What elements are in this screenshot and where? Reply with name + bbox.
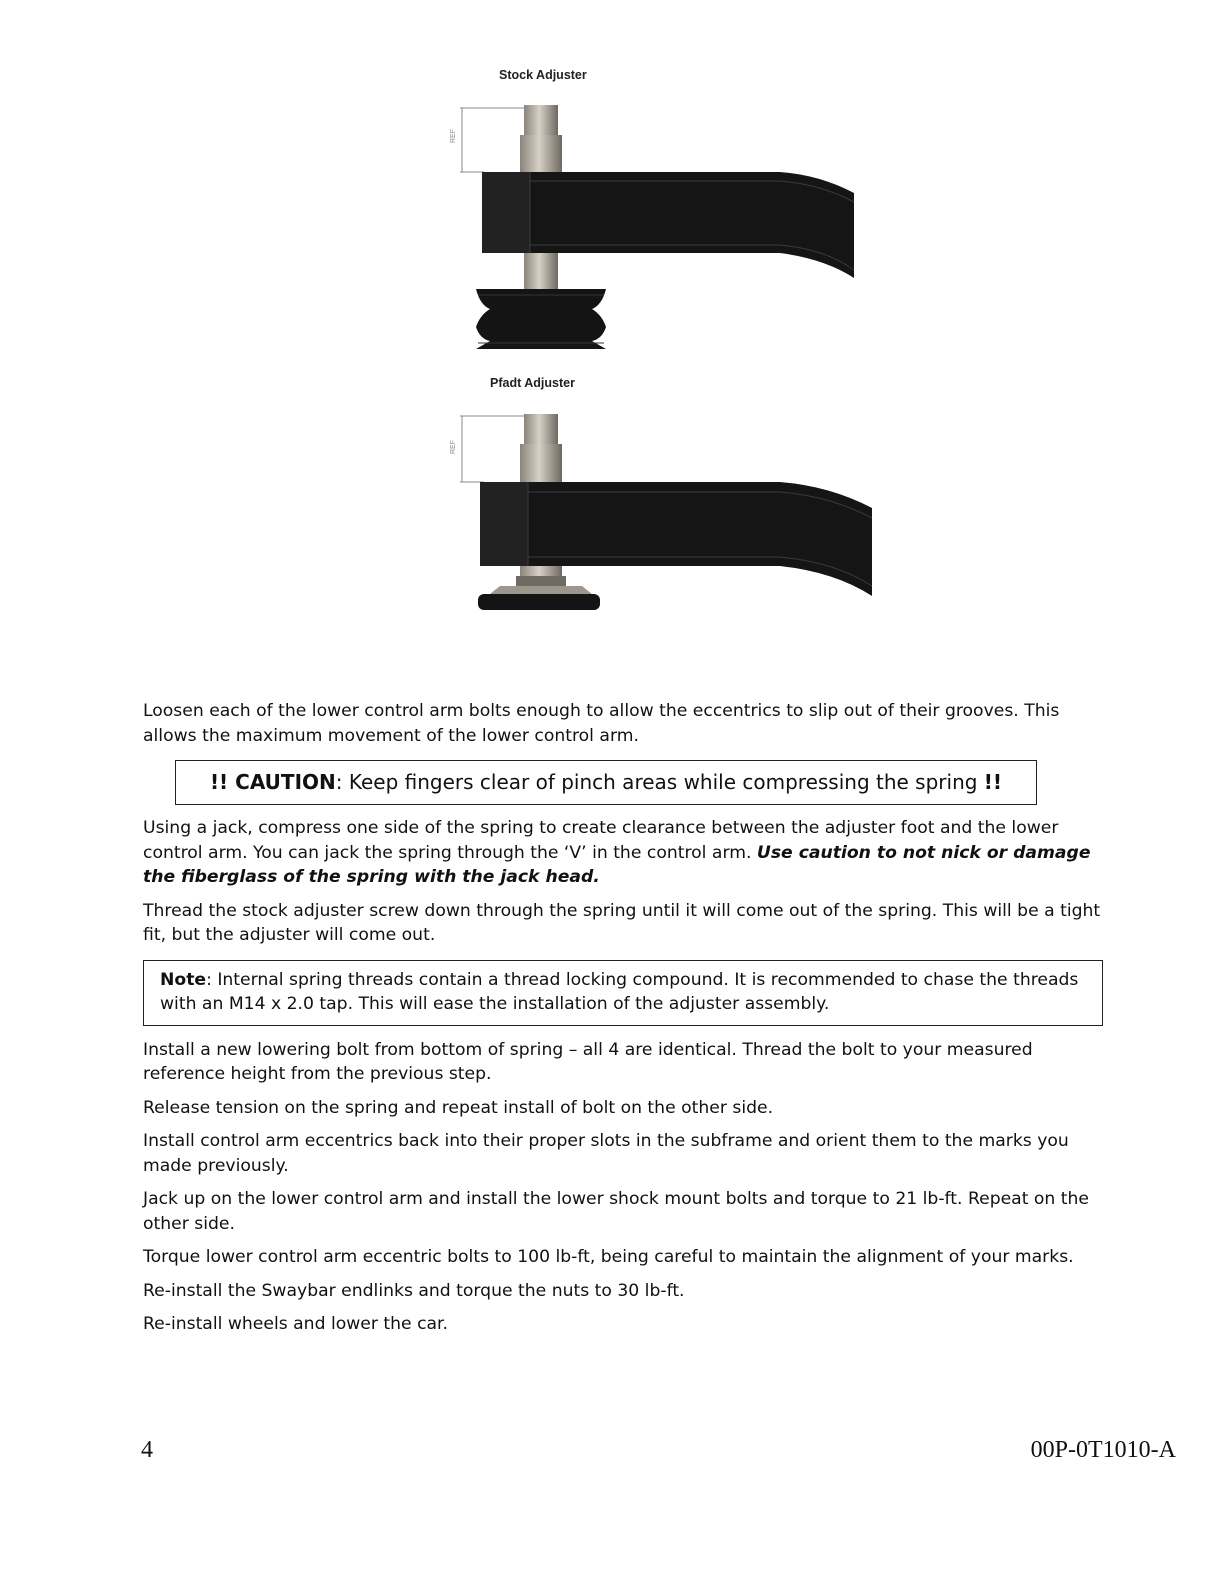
paragraph-shock-bolts: Jack up on the lower control arm and install the lower shock mount bolts and torque to 21 lb-ft. Repeat on the other side. [143,1189,1089,1234]
caution-text: : Keep fingers clear of pinch areas while compressing the spring [335,770,984,794]
document-code: 00P-0T1010-A [1030,1437,1176,1463]
paragraph-torque-eccentrics: Torque lower control arm eccentric bolts to 100 lb-ft, being careful to maintain the alignment of your marks. [143,1247,1074,1267]
instructions-body [143,699,1103,1346]
page-number: 4 [141,1437,153,1463]
caution-prefix: !! CAUTION [209,770,336,794]
paragraph-compress-spring [143,816,1103,890]
paragraph-swaybar: Re-install the Swaybar endlinks and torque the nuts to 30 lb-ft. [143,1280,685,1301]
ref-label: REF [450,129,457,143]
paragraph-remove-adjuster: Thread the stock adjuster screw down through the spring until it will come out of the spring. This will be a tight fit, but the adjuster will come out. [143,900,1101,945]
paragraph-loosen-bolts: Loosen each of the lower control arm bolts enough to allow the eccentrics to slip out of their grooves. This allows the maximum movement of the lower control arm. [143,701,1060,746]
note-text: : Internal spring threads contain a thread locking compound. It is recommended to chase the threads with an M14 x 2.0 tap. This will ease the installation of the adjuster assembly. [160,969,1079,1014]
paragraph-install-bolt: Install a new lowering bolt from bottom of spring – all 4 are identical. Thread the bolt to your measured reference height from the previous step. [143,1039,1033,1084]
compress-spring-text: Using a jack, compress one side of the spring to create clearance between the adjuster foot and the lower control arm. You can jack the spring through the ‘V’ in the control arm. [143,818,1059,863]
pfadt-adjuster-label: Pfadt Adjuster [490,376,575,390]
compress-spring-warning: Use caution to not nick or damage the fiberglass of the spring with the jack head. [143,842,1091,887]
note-label: Note [160,969,207,990]
paragraph-release-tension: Release tension on the spring and repeat install of bolt on the other side. [143,1097,774,1118]
pfadt-adjuster-diagram [440,402,880,617]
paragraph-install-eccentrics: Install control arm eccentrics back into their proper slots in the subframe and orient them to the marks you made previously. [143,1131,1069,1176]
caution-suffix: !! [983,770,1003,794]
paragraph-wheels: Re-install wheels and lower the car. [143,1314,449,1334]
note-box [143,960,1103,1026]
ref-label: REF [450,440,457,454]
caution-box [175,760,1037,805]
stock-adjuster-label: Stock Adjuster [499,68,587,82]
stock-adjuster-diagram [440,95,870,357]
